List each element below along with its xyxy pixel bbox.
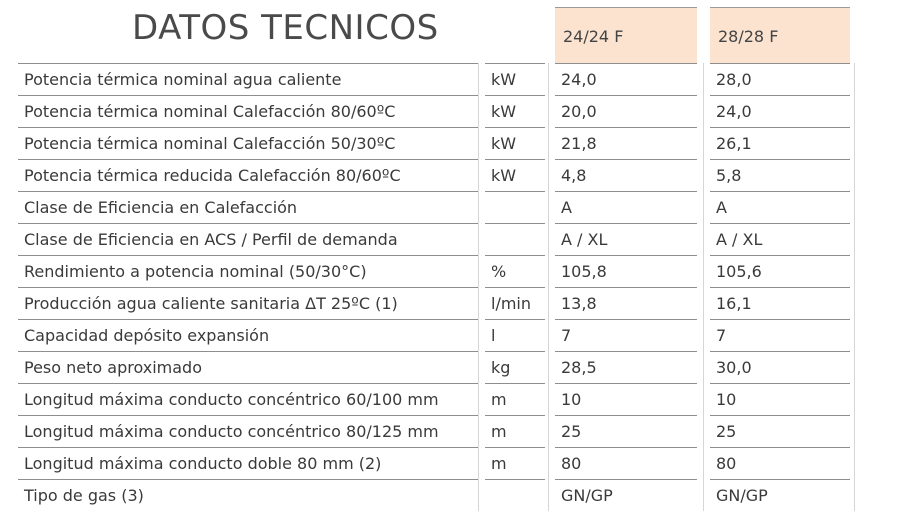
table-row	[0, 351, 900, 383]
row-value-model-1: 80	[555, 447, 697, 479]
row-value-model-1: 10	[555, 383, 697, 415]
column-divider	[854, 287, 855, 319]
column-divider	[854, 319, 855, 351]
column-divider	[703, 415, 704, 447]
row-value-model-2: 10	[710, 383, 850, 415]
row-value-model-1: 28,5	[555, 351, 697, 383]
row-value-model-1: 13,8	[555, 287, 697, 319]
column-divider	[703, 287, 704, 319]
column-divider	[548, 127, 549, 159]
row-label: Rendimiento a potencia nominal (50/30°C)	[18, 255, 478, 287]
row-label: Potencia térmica reducida Calefacción 80/60ºC	[18, 159, 478, 191]
row-value-model-2: A / XL	[710, 223, 850, 255]
row-value-model-1: 24,0	[555, 63, 697, 95]
column-divider	[478, 319, 479, 351]
column-divider	[854, 191, 855, 223]
row-label: Clase de Eficiencia en ACS / Perfil de demanda	[18, 223, 478, 255]
column-divider	[478, 255, 479, 287]
column-divider	[548, 255, 549, 287]
row-label: Potencia térmica nominal Calefacción 50/30ºC	[18, 127, 478, 159]
column-divider	[548, 351, 549, 383]
column-divider	[703, 479, 704, 511]
row-unit: kW	[485, 127, 545, 159]
row-label: Capacidad depósito expansión	[18, 319, 478, 351]
table-row	[0, 255, 900, 287]
row-value-model-2: 7	[710, 319, 850, 351]
column-divider	[854, 255, 855, 287]
row-value-model-2: 16,1	[710, 287, 850, 319]
column-divider	[478, 447, 479, 479]
column-divider	[703, 127, 704, 159]
column-divider	[703, 223, 704, 255]
row-unit	[485, 479, 545, 511]
column-divider	[478, 159, 479, 191]
row-value-model-1: GN/GP	[555, 479, 697, 511]
row-label: Longitud máxima conducto concéntrico 60/100 mm	[18, 383, 478, 415]
row-unit: kW	[485, 159, 545, 191]
row-label: Clase de Eficiencia en Calefacción	[18, 191, 478, 223]
row-value-model-1: 7	[555, 319, 697, 351]
row-value-model-1: A / XL	[555, 223, 697, 255]
row-label: Potencia térmica nominal agua caliente	[18, 63, 478, 95]
row-value-model-1: A	[555, 191, 697, 223]
row-unit	[485, 223, 545, 255]
row-label: Longitud máxima conducto doble 80 mm (2)	[18, 447, 478, 479]
row-value-model-2: 25	[710, 415, 850, 447]
row-value-model-1: 21,8	[555, 127, 697, 159]
table-row	[0, 63, 900, 95]
row-value-model-1: 25	[555, 415, 697, 447]
row-unit	[485, 191, 545, 223]
column-divider	[854, 223, 855, 255]
row-unit: %	[485, 255, 545, 287]
table-row	[0, 287, 900, 319]
column-divider	[478, 383, 479, 415]
column-divider	[703, 383, 704, 415]
column-divider	[854, 415, 855, 447]
row-label: Tipo de gas (3)	[18, 479, 478, 511]
column-divider	[548, 95, 549, 127]
column-divider	[478, 63, 479, 95]
row-label: Potencia térmica nominal Calefacción 80/60ºC	[18, 95, 478, 127]
row-unit: m	[485, 447, 545, 479]
table-row	[0, 95, 900, 127]
table-row	[0, 159, 900, 191]
column-divider	[854, 383, 855, 415]
column-divider	[478, 287, 479, 319]
row-value-model-2: GN/GP	[710, 479, 850, 511]
column-divider	[703, 351, 704, 383]
row-label: Longitud máxima conducto concéntrico 80/125 mm	[18, 415, 478, 447]
column-divider	[703, 447, 704, 479]
row-unit: kg	[485, 351, 545, 383]
column-divider	[854, 447, 855, 479]
column-divider	[854, 95, 855, 127]
column-divider	[548, 447, 549, 479]
row-value-model-2: A	[710, 191, 850, 223]
column-divider	[548, 319, 549, 351]
row-value-model-2: 30,0	[710, 351, 850, 383]
column-divider	[478, 351, 479, 383]
row-value-model-2: 5,8	[710, 159, 850, 191]
column-divider	[703, 319, 704, 351]
row-value-model-2: 80	[710, 447, 850, 479]
row-label: Producción agua caliente sanitaria ΔT 25ºC (1)	[18, 287, 478, 319]
column-divider	[703, 63, 704, 95]
column-divider	[703, 95, 704, 127]
column-divider	[478, 479, 479, 511]
table-row	[0, 191, 900, 223]
column-divider	[854, 159, 855, 191]
row-unit: l	[485, 319, 545, 351]
table-row	[0, 415, 900, 447]
page-title: DATOS TECNICOS	[132, 8, 439, 48]
column-divider	[854, 479, 855, 511]
column-divider	[548, 191, 549, 223]
table-row	[0, 223, 900, 255]
row-value-model-1: 4,8	[555, 159, 697, 191]
column-divider	[548, 63, 549, 95]
row-unit: m	[485, 415, 545, 447]
column-divider	[854, 63, 855, 95]
column-divider	[548, 287, 549, 319]
column-divider	[478, 95, 479, 127]
table-row	[0, 319, 900, 351]
model-header-1: 24/24 F	[555, 7, 697, 63]
row-label: Peso neto aproximado	[18, 351, 478, 383]
column-divider	[478, 191, 479, 223]
column-divider	[548, 479, 549, 511]
row-value-model-2: 24,0	[710, 95, 850, 127]
column-divider	[548, 415, 549, 447]
row-unit: kW	[485, 95, 545, 127]
table-row	[0, 479, 900, 511]
column-divider	[548, 159, 549, 191]
column-divider	[854, 351, 855, 383]
column-divider	[854, 127, 855, 159]
row-value-model-2: 26,1	[710, 127, 850, 159]
model-header-2: 28/28 F	[710, 7, 850, 63]
row-unit: kW	[485, 63, 545, 95]
column-divider	[478, 223, 479, 255]
row-value-model-1: 105,8	[555, 255, 697, 287]
column-divider	[548, 383, 549, 415]
row-value-model-1: 20,0	[555, 95, 697, 127]
table-row	[0, 447, 900, 479]
row-value-model-2: 28,0	[710, 63, 850, 95]
row-unit: l/min	[485, 287, 545, 319]
column-divider	[703, 159, 704, 191]
column-divider	[703, 191, 704, 223]
column-divider	[703, 255, 704, 287]
column-divider	[548, 223, 549, 255]
table-row	[0, 383, 900, 415]
column-divider	[478, 415, 479, 447]
table-row	[0, 127, 900, 159]
row-unit: m	[485, 383, 545, 415]
column-divider	[478, 127, 479, 159]
row-value-model-2: 105,6	[710, 255, 850, 287]
